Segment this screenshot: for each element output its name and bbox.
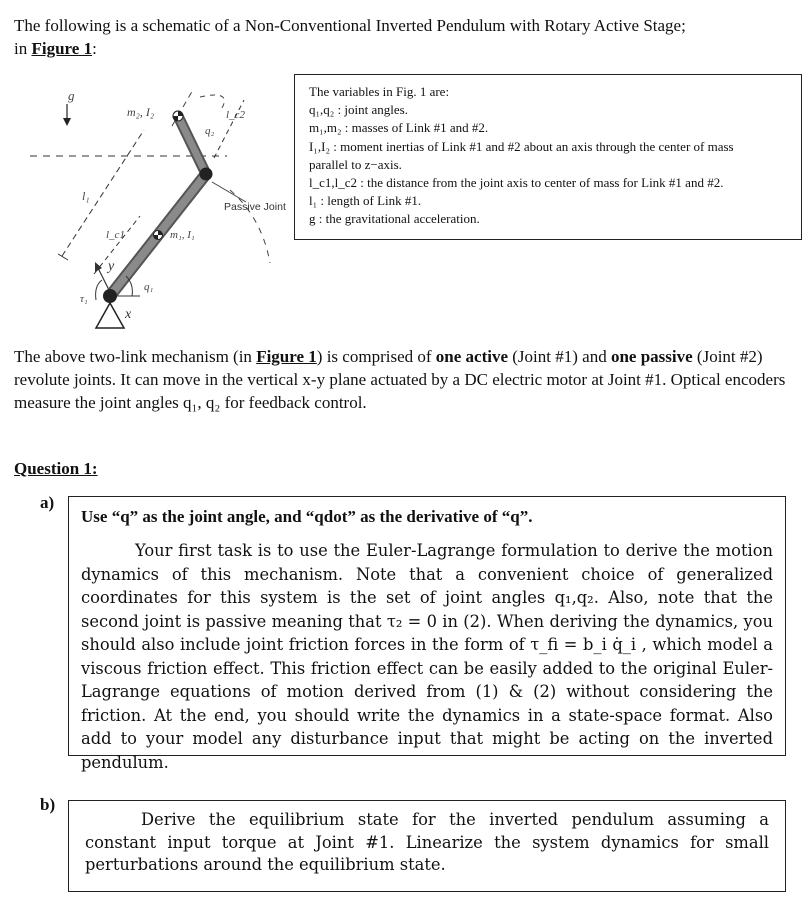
l1-dimension	[58, 130, 144, 260]
y-axis-label: y	[108, 259, 115, 274]
base-triangle	[96, 303, 124, 328]
q2-label: q₂	[205, 125, 215, 137]
variables-line: l_c1,l_c2 : the distance from the joint axis to center of mass for Link #1 and #2.	[309, 175, 724, 191]
lc2-label: l_c2	[226, 109, 245, 121]
part-b-body	[85, 809, 769, 877]
m2-I2-label: m₂, I₂	[127, 105, 155, 119]
part-a-heading: Use “q” as the joint angle, and “qdot” as the derivative of “q”.	[81, 507, 533, 526]
variables-line: l₁ : length of Link #1.	[309, 193, 422, 209]
variables-title: The variables in Fig. 1 are:	[309, 84, 450, 99]
desc-part: ) is comprised of	[316, 347, 436, 366]
intro-prefix: in	[14, 39, 32, 58]
l1-label: l₁	[82, 189, 90, 203]
part-a-text: Your first task is to use the Euler-Lagrange formulation to derive the motion dynamics of this mechanism. Note that a convenient choice of generalized coordinates for this system is the set of joint angles q₁,q₂. Also, note that the second joint is passive meaning that τ₂ = 0 in (2). When deriving the dynamics, you should also include joint friction forces in the form of τ_fi = b_i q̇_i , which model a viscous friction effect. This friction effect can be easily added to the original Euler-Lagrange equations of motion derived from (1) & (2) without considering the friction. At the end, you should write the dynamics in a state-space format. Also add to your model any disturbance input that might be acting on the inverted pendulum.	[81, 541, 773, 772]
workspace-arc	[200, 95, 224, 108]
variables-line: I₁,I₂ : moment inertias of Link #1 and #2 about an axis through the center of mass	[309, 138, 734, 154]
variables-line: m₁,m₂ : masses of Link #1 and #2.	[309, 120, 489, 136]
intro-suffix: :	[92, 39, 97, 58]
q1-label: q₁	[144, 281, 154, 293]
part-b-label: b)	[40, 795, 56, 814]
desc-part: The above two-link mechanism (in	[14, 347, 257, 366]
variables-box	[294, 74, 802, 240]
intro-line-1: The following is a schematic of a Non-Conventional Inverted Pendulum with Rotary Active Stage;	[14, 16, 686, 35]
variables-line: g : the gravitational acceleration.	[309, 211, 480, 227]
desc-active: one active	[435, 347, 509, 366]
figure-1-ref: Figure 1	[256, 347, 317, 366]
question-heading: Question 1:	[14, 459, 98, 478]
desc-part: (Joint #2) revolute joints. It can move in the vertical x-y plane actuated by a DC electric motor at Joint #1. Optical encoders measure the joint angles q₁, q₂ for feedback control.	[14, 347, 786, 412]
intro-line-2	[14, 37, 804, 60]
part-a-label: a)	[40, 493, 55, 512]
intro-text	[14, 14, 804, 60]
variables-line: q₁,q₂ : joint angles.	[309, 102, 408, 118]
m1-I1-label: m₁, I₁	[170, 229, 195, 241]
part-a-box	[68, 496, 786, 772]
gravity-label: g	[68, 88, 75, 103]
passive-joint-label: Passive Joint	[224, 201, 286, 213]
x-axis-label: x	[125, 307, 132, 322]
part-b-text: Derive the equilibrium state for the inverted pendulum assuming a constant input torque at Joint #1. Linearize the system dynamics for small perturbations around the equilibrium state.	[85, 810, 769, 874]
variables-line: parallel to z−axis.	[309, 156, 402, 172]
gravity-arrow	[63, 104, 71, 126]
mechanism-description	[14, 345, 794, 414]
tau1-arc	[96, 280, 102, 300]
active-joint	[103, 289, 117, 303]
tau1-label: τ₁	[80, 293, 88, 305]
desc-part: (Joint #1) and	[508, 347, 611, 366]
passive-joint-pointer	[212, 182, 246, 202]
part-b-box	[68, 800, 786, 892]
lc1-label: l_c1	[106, 229, 125, 241]
pendulum-figure	[22, 78, 294, 332]
figure-1-ref: Figure 1	[31, 39, 93, 58]
passive-joint	[200, 168, 213, 181]
desc-passive: one passive	[610, 347, 693, 366]
part-a-body	[81, 539, 773, 774]
